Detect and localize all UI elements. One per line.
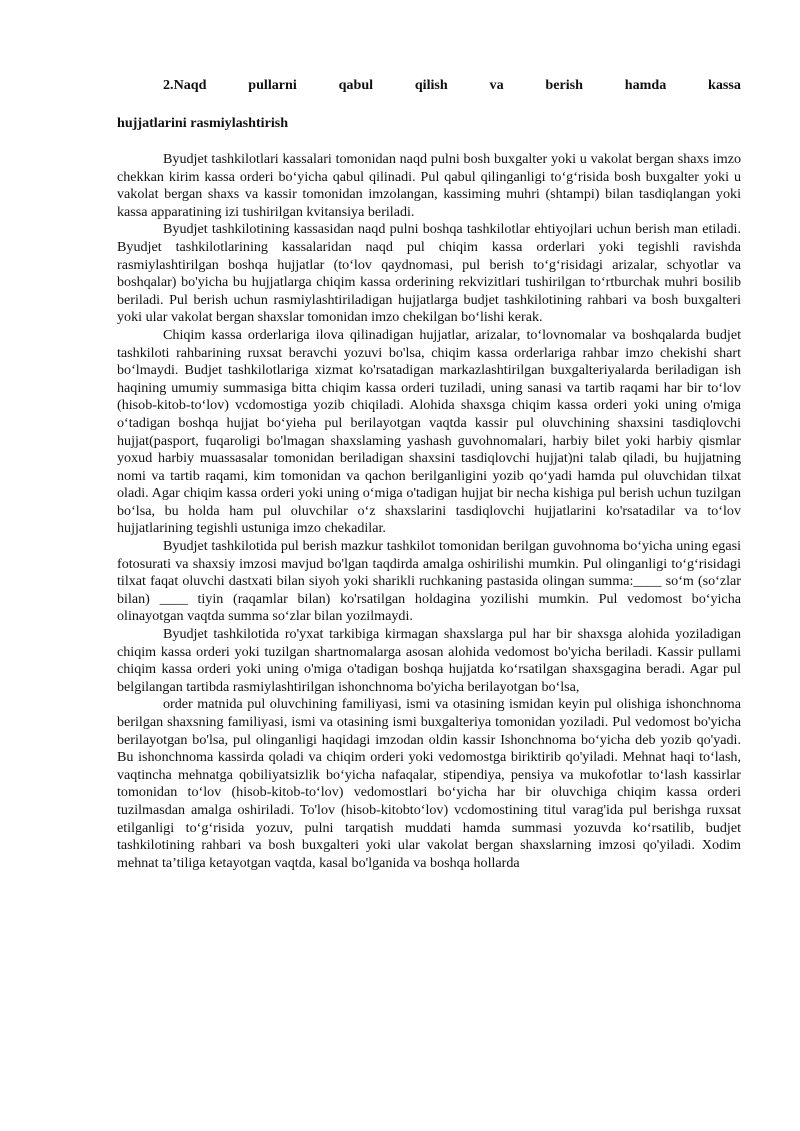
paragraph-4: Byudjet tashkilotida pul berish mazkur tashkilot tomonidan berilgan guvohnoma bo‘yicha uning egasi fotosurati va shaxsiy imzosi mavjud bo'lgan taqdirda amalga oshirilishi mumkin. Pul olinganligi to‘g‘risidagi tilxat faqat oluvchi dastxati bilan siyoh yoki sharikli ruchkaning pastasida olingan summa:____ so‘m (so‘zlar bilan) ____ tiyin (raqamlar bilan) ko'rsatilgan holdagina yozilishi mumkin. Pul vedomost bo‘yicha olinayotgan vaqtda summa so‘zlar bilan yozilmaydi. bbox=[117, 538, 741, 625]
paragraph-1: Byudjet tashkilotlari kassalari tomonidan naqd pulni bosh buxgalter yoki u vakolat bergan shaxs imzo chekkan kirim kassa orderi bo‘yicha qabul qilinadi. Pul qabul qilinganligi to‘g‘risida bosh buxgalter yoki u vakolat bergan shaxs va kassir tomonidan imzolangan, kassiming muhri (shtampi) bilan tasdiqlangan yoki kassa apparatining izi tushirilgan kvitansiya beriladi. bbox=[117, 151, 741, 220]
heading-word: va bbox=[489, 77, 504, 93]
heading-word: pullarni bbox=[248, 77, 297, 93]
paragraph-6: order matnida pul oluvchining familiyasi, ismi va otasining ismidan keyin pul olishiga ishonchnoma berilgan shaxsning familiyasi, ismi va otasining ismi buxgalteriya tomonidan yoziladi. Pul vedomost bo'yicha berilayotgan bo'lsa, pul olinganligi haqidagi imzodan oldin kassir Ishonchnoma bo‘yicha deb yozib qo'yadi. Bu ishonchnoma kassirda qoladi va chiqim orderi yoki vedomostga biriktirib qo'yiladi. Mehnat haqi to‘lash, vaqtincha mehnatga qobiliyatsizlik bo‘yicha nafaqalar, stipendiya, pensiya va mukofotlar to‘lash kassirlar tomonidan to‘lov (hisob-kitob-to‘lov) vedomostlari bo‘yicha har bir oluvchiga chiqim kassa orderi tuzilmasdan amalga oshiriladi. To'lov (hisob-kitobto‘lov) vcdomostining titul varag'ida pul berishga ruxsat etilganligi to‘g‘risida yozuv, pulni tarqatish muddati hamda summasi yozuvda ko‘rsatilib, budjet tashkilotining rahbari va bosh buxgalteri yoki ular vakolat bergan shaxslarning imzosi qo'yiladi. Xodim mehnat ta’tiliga ketayotgan vaqtda, kasal bo'lganida va boshqa hollarda bbox=[117, 696, 741, 871]
heading-word: berish bbox=[545, 77, 583, 93]
paragraph-2: Byudjet tashkilotining kassasidan naqd pulni boshqa tashkilotlar ehtiyojlari uchun berish man etiladi. Byudjet tashkilotlarining kassalaridan naqd pul chiqim kassa orderlari yoki tegishli ravishda rasmiylashtirilgan boshqa hujjatlar (to‘lov qaydnomasi, pul berish to‘g‘risidagi arizalar, schyotlar va boshqalar) bo'yicha bu hujjatlarga chiqim kassa orderining rekvizitlari tushirilgan to‘rtburchak muhri bosilib beriladi. Pul berish uchun rasmiylashtiriladigan hujjatlarga budjet tashkilotining rahbari va bosh buxgalteri yoki ular vakolat bergan shaxslar tomonidan imzo chekilgan bo‘lishi kerak. bbox=[117, 221, 741, 326]
paragraph-5: Byudjet tashkilotida ro'yxat tarkibiga kirmagan shaxslarga pul har bir shaxsga alohida yoziladigan chiqim kassa orderi yoki tuzilgan shartnomalarga asosan alohida vedomost bo'yicha beriladi. Kassir pullami chiqim kassa orderi yoki uning o'miga o'tadigan boshqa hujjatda ko‘rsatilgan shaxsgagina beradi. Agar pul belgilangan tartibda rasmiylashtirilgan ishonchnoma bo'yicha berilayotgan bo‘lsa, bbox=[117, 626, 741, 695]
heading-word: qilish bbox=[414, 77, 448, 93]
paragraph-3: Chiqim kassa orderlariga ilova qilinadigan hujjatlar, arizalar, to‘lovnomalar va boshqalarda budjet tashkiloti rahbarining ruxsat beravchi yozuvi bo'lsa, chiqim kassa orderlariga rahbar imzo chekishi shart bo‘lmaydi. Budjet tashkilotlariga xizmat ko'rsatadigan markazlashtirilgan buxgalteriyalarda beriladigan ish haqining umumiy summasiga bitta chiqim kassa orderi tuziladi, uning sanasi va tartib raqami har bir to‘lov (hisob-kitob-to‘lov) vcdomostiga yozib chiqiladi. Alohida shaxsga chiqim kassa orderi yoki uning o'miga o‘tadigan boshqa hujjat bo‘yieha pul berilayotgan vaqtda kassir pul oluvchining shaxsini tasdiqlovchi hujjat(pasport, fuqaroligi bo'lmagan shaxslaming yashash guvohnomalari, harbiy bilet yoki harbiy qismlar yoxud harbiy muassasalar tomonidan beriladigan shaxsini tasdiqlovchi hujjat)ni talab qiladi, bu hujjatning nomi va tartib raqami, kim tomonidan va qachon berilganligini yozib qo‘yadi hamda pul oluvchidan tilxat oladi. Agar chiqim kassa orderi yoki uning o‘miga o'tadigan hujjat bir necha kishiga pul berish uchun tuzilgan bo‘lsa, bu holda ham pul oluvchilar o‘z shaxslarini tasdiqlovchi hujjatlarini ko'rsatadilar va to‘lov hujjatlarining tegishli ustuniga imzo chekadilar. bbox=[117, 326, 741, 537]
heading-word: 2.Naqd bbox=[163, 77, 207, 93]
section-heading-line1 bbox=[117, 76, 741, 94]
heading-word: hamda bbox=[624, 77, 667, 93]
section-heading-line2: hujjatlarini rasmiylashtirish bbox=[117, 115, 289, 131]
heading-word: qabul bbox=[338, 77, 374, 93]
heading-word: kassa bbox=[708, 77, 741, 93]
body-text bbox=[117, 151, 741, 872]
